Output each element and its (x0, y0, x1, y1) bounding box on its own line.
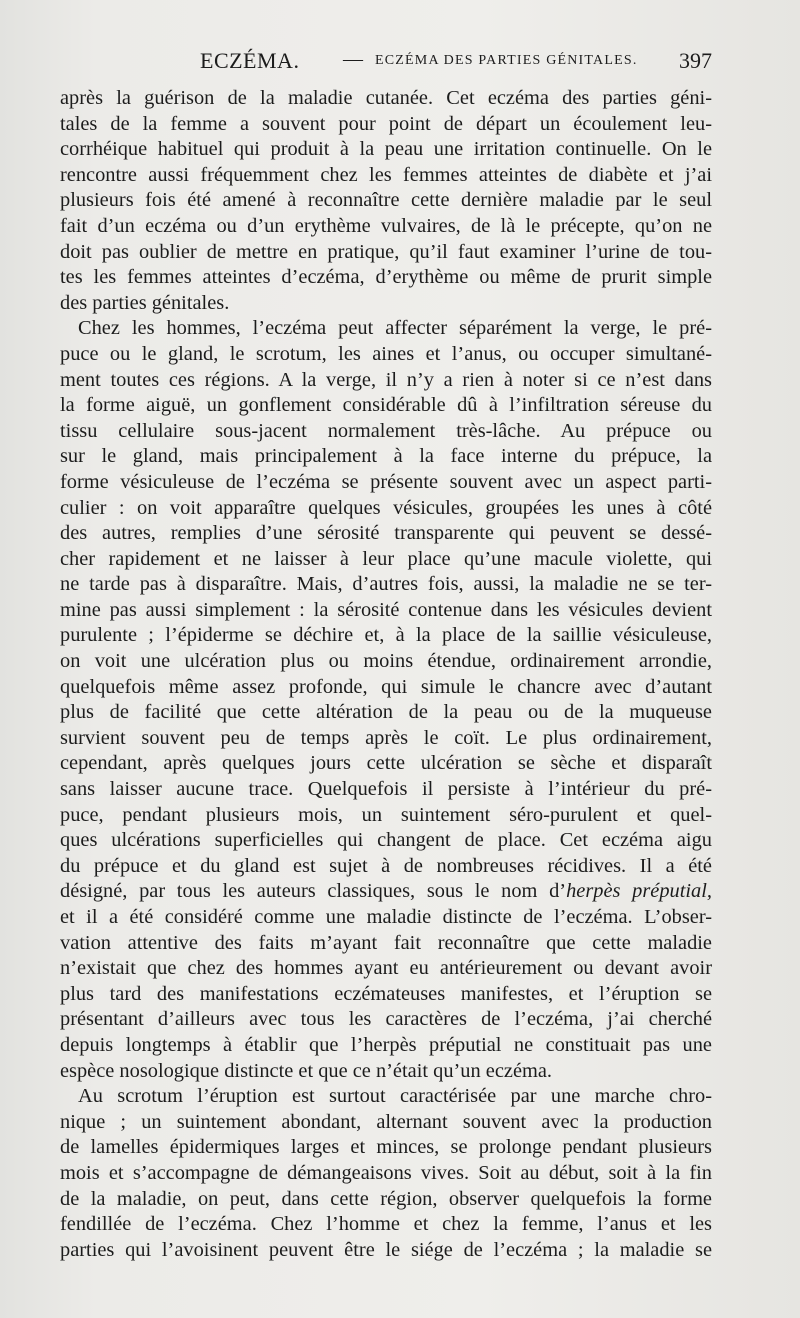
text-line: tales de la femme a souvent pour point de départ un écoulement leu- (60, 112, 712, 135)
text-line: n’existait que chez des hommes ayant eu antérieurement ou devant avoir (60, 957, 712, 980)
text-line: du prépuce et du gland est sujet à de nombreuses récidives. Il a été (60, 854, 712, 877)
running-header (60, 48, 712, 78)
text-line: tissu cellulaire sous-jacent normalement très-lâche. Au prépuce ou (60, 419, 712, 442)
text-line: sans laisser aucune trace. Quelquefois il persiste à l’intérieur du pré- (60, 778, 712, 801)
text-line: sur le gland, mais principalement à la face interne du prépuce, la (60, 445, 712, 468)
text-line: fait d’un eczéma ou d’un erythème vulvaires, de là le précepte, qu’on ne (60, 214, 712, 237)
text-line: de lamelles épidermiques larges et minces, se prolonge pendant plusieurs (60, 1136, 712, 1159)
text-line: espèce nosologique distincte et que ce n’était qu’un eczéma. (60, 1059, 553, 1082)
text-line: doit pas oublier de mettre en pratique, qu’il faut examiner l’urine de tou- (60, 240, 712, 263)
text-line: depuis longtemps à établir que l’herpès préputial ne constituait pas une (60, 1033, 712, 1056)
text-line: tes les femmes atteintes d’eczéma, d’erythème ou même de prurit simple (60, 266, 712, 289)
text-line: fendillée de l’eczéma. Chez l’homme et chez la femme, l’anus et les (60, 1213, 712, 1236)
text-line: vation attentive des faits m’ayant fait reconnaître que cette maladie (60, 931, 712, 954)
text-line: des parties génitales. (60, 291, 230, 314)
text-line: cependant, après quelques jours cette ulcération se sèche et disparaît (60, 752, 712, 775)
text-line: puce, pendant plusieurs mois, un suintement séro-purulent et quel- (60, 803, 712, 826)
text-line: Au scrotum l’éruption est surtout caractérisée par une marche chro- (78, 1085, 712, 1108)
text-line: plus tard des manifestations eczémateuses manifestes, et l’éruption se (60, 982, 712, 1005)
header-dash: — (343, 48, 363, 70)
text-line: nique ; un suintement abondant, alternant souvent avec la production (60, 1110, 712, 1133)
text-line: plusieurs fois été amené à reconnaître cette dernière maladie par le seul (60, 189, 712, 212)
text-line: après la guérison de la maladie cutanée. Cet eczéma des parties géni- (60, 87, 712, 109)
text-line: de la maladie, on peut, dans cette région, observer quelquefois la forme (60, 1187, 712, 1210)
text-segment: désigné, par tous les auteurs classiques, sous le nom d’ (60, 880, 567, 903)
text-line: Chez les hommes, l’eczéma peut affecter séparément la verge, le pré- (78, 317, 712, 340)
text-line: ment toutes ces régions. A la verge, il n’y a rien à noter si ce n’est dans (60, 368, 712, 391)
text-line: rencontre aussi fréquemment chez les femmes atteintes de diabète et j’ai (60, 163, 712, 186)
text-line: et il a été considéré comme une maladie distincte de l’eczéma. L’obser- (60, 906, 712, 928)
text-line: corrhéique habituel qui produit à la peau une irritation continuelle. On le (60, 138, 712, 161)
text-line: la forme aiguë, un gonflement considérable dû à l’infiltration séreuse du (60, 394, 712, 417)
text-line: purulente ; l’épiderme se déchire et, à la place de la saillie vésiculeuse, (60, 624, 712, 647)
text-line: puce ou le gland, le scrotum, les aines et l’anus, ou occuper simultané- (60, 342, 712, 365)
body-text (60, 86, 712, 1263)
running-subtitle: ECZÉMA DES PARTIES GÉNITALES. (375, 53, 638, 68)
italic-term: herpès préputial, (566, 880, 712, 903)
text-line: quelquefois même assez profonde, qui simule le chancre avec d’autant (60, 675, 712, 698)
text-line: cher rapidement et ne laisser à leur place qu’une macule violette, qui (60, 547, 712, 570)
text-line: mois et s’accompagne de démangeaisons vives. Soit au début, soit à la fin (60, 1161, 712, 1184)
text-line: forme vésiculeuse de l’eczéma se présente souvent avec un aspect parti- (60, 470, 712, 493)
text-line: survient souvent peu de temps après le coït. Le plus ordinairement, (60, 726, 712, 749)
running-title: ECZÉMA. (200, 48, 300, 73)
text-line: ne tarde pas à disparaître. Mais, d’autres fois, aussi, la maladie ne se ter- (60, 573, 712, 596)
text-line: des autres, remplies d’une sérosité transparente qui peuvent se dessé- (60, 522, 712, 545)
text-line: présentant d’ailleurs avec tous les caractères de l’eczéma, j’ai cherché (60, 1008, 712, 1031)
text-line: mine pas aussi simplement : la sérosité contenue dans les vésicules devient (60, 598, 712, 621)
text-line: on voit une ulcération plus ou moins étendue, ordinairement arrondie, (60, 650, 712, 673)
text-line: plus de facilité que cette altération de la peau ou de la muqueuse (60, 701, 712, 724)
page-number: 397 (679, 48, 712, 73)
text-line (60, 879, 712, 905)
text-line: culier : on voit apparaître quelques vésicules, groupées les unes à côté (60, 496, 712, 519)
text-line: ques ulcérations superficielles qui changent de place. Cet eczéma aigu (60, 829, 712, 852)
text-line: parties qui l’avoisinent peuvent être le siége de l’eczéma ; la maladie se (60, 1238, 712, 1261)
